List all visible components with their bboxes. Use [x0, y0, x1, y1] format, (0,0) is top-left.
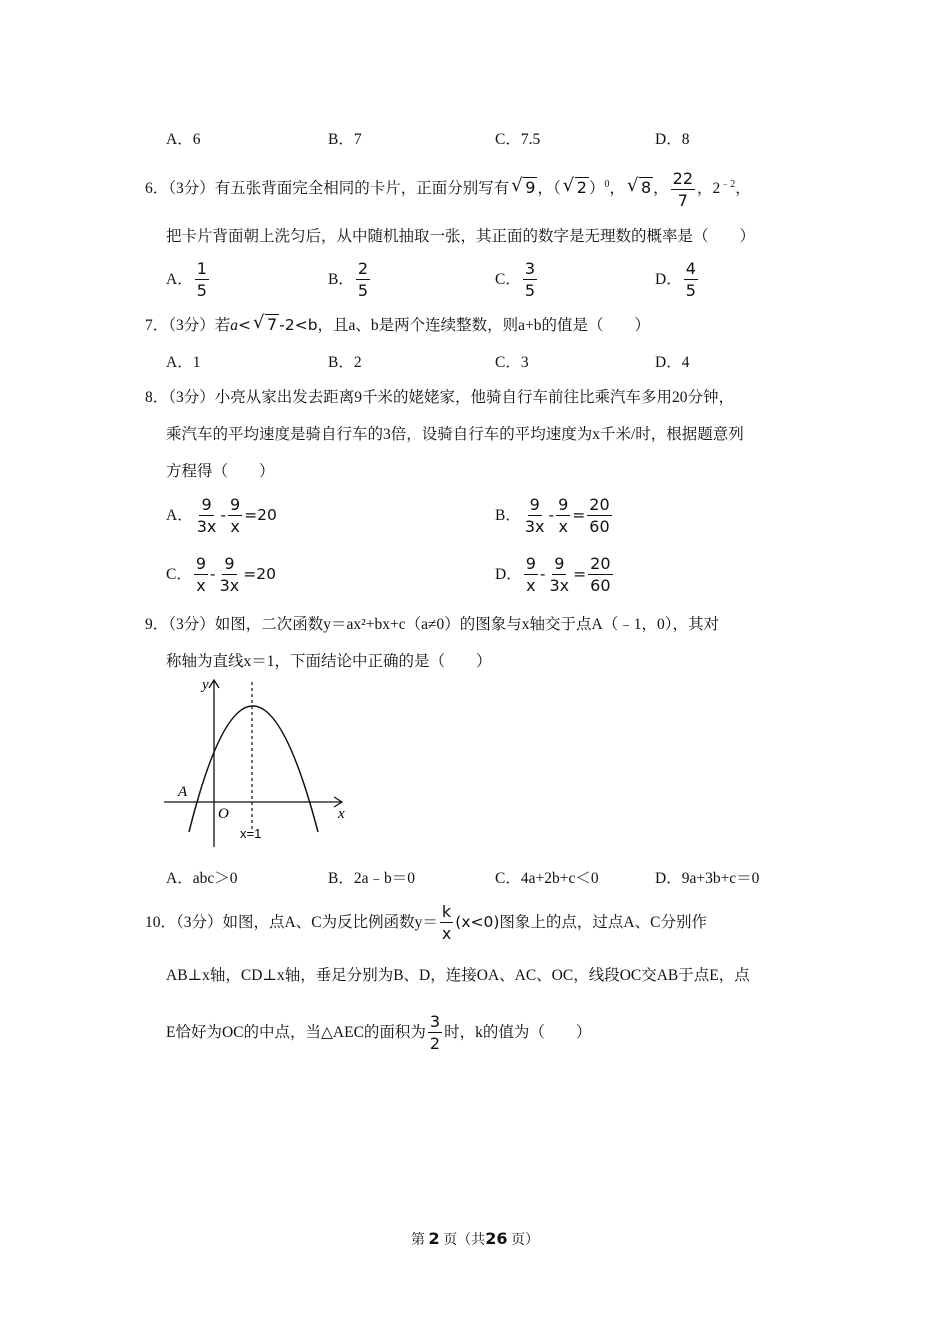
sqrt-9: √ 9 — [511, 171, 537, 205]
page-number: 2 — [428, 1229, 440, 1248]
q8-text-line3: 方程得（ ） — [166, 463, 275, 480]
score-label: （3分） — [168, 317, 215, 334]
q8-option-a: A． $\frac{9}{3x}$ - $\frac{9}{x}$ =20 — [166, 495, 277, 537]
q9-stem: 9．（3分）如图，二次函数y＝ax²+bx+c（a≠0）的图象与x轴交于点A（﹣1，0），其对 — [145, 616, 720, 633]
question-number: 8． — [145, 389, 169, 406]
q5-option-a: A．6 — [166, 131, 201, 148]
question-number: 9． — [145, 616, 169, 633]
q6-text: 有五张背面完全相同的卡片，正面分别写有 — [214, 180, 510, 198]
origin-label: O — [218, 806, 229, 822]
question-number: 10． — [145, 914, 177, 931]
power-exponent: ﹣2 — [720, 179, 736, 190]
q5-option-d: D．8 — [655, 131, 690, 148]
fraction-k-x: $\frac{k}{x}$ — [441, 902, 452, 944]
exponent-zero: 0 — [604, 179, 610, 190]
q8-option-c: C． $\frac{9}{x}$ - $\frac{9}{3x}$ =20 — [166, 554, 276, 596]
total-pages: 26 — [485, 1229, 508, 1248]
q7-option-a: A．1 — [166, 354, 201, 371]
q7-option-b: B．2 — [328, 354, 362, 371]
fraction-3-2: $\frac{3}{2}$ — [429, 1012, 441, 1054]
question-number: 7． — [145, 317, 169, 334]
sqrt-7: √ 7 — [253, 312, 279, 338]
q5-option-c: C．7.5 — [495, 131, 541, 148]
q6-stem: 6．（3分）有五张背面完全相同的卡片，正面分别写有√ 9 ，（√ 2 ）$^0$，√ 8 ， $\frac{22}{7}$ ，$2^{﹣2}$， — [145, 168, 751, 202]
q6-text-line2: 把卡片背面朝上洗匀后，从中随机抽取一张，其正面的数字是无理数的概率是（ ） — [166, 228, 756, 245]
q9-option-c: C．4a+2b+c＜0 — [495, 870, 599, 887]
parabola-graph — [160, 672, 350, 852]
q6-option-b: B． $\frac{2}{5}$ — [328, 259, 369, 301]
q8-option-b: B． $\frac{9}{3x}$ - $\frac{9}{x}$ = $\frac{20}{60}$ — [495, 495, 610, 537]
x-axis-label: x — [338, 806, 345, 822]
q10-text-line2: AB⊥x轴，CD⊥x轴，垂足分别为B、D，连接OA、AC、OC，线段OC交AB于点E，点 — [166, 967, 750, 984]
q9-option-b: B．2a﹣b＝0 — [328, 870, 415, 887]
score-label: （3分） — [176, 914, 223, 931]
q9-option-a: A．abc＞0 — [166, 870, 238, 887]
score-label: （3分） — [168, 389, 215, 406]
q7-stem: 7．（3分）若a<√ 7 -2<b，且a、b是两个连续整数，则a+b的值是（ ） — [145, 312, 650, 338]
q7-option-d: D．4 — [655, 354, 690, 371]
symmetry-axis-label: x=1 — [240, 826, 262, 841]
q8-text-line2: 乘汽车的平均速度是骑自行车的3倍，设骑自行车的平均速度为x千米/时，根据题意列 — [166, 426, 744, 443]
score-label: （3分） — [168, 616, 215, 633]
fraction-22-7: $\frac{22}{7}$ — [672, 168, 694, 210]
q6-option-c: C． $\frac{3}{5}$ — [495, 259, 536, 301]
q5-option-b: B．7 — [328, 131, 362, 148]
q9-option-d: D．9a+3b+c＝0 — [655, 870, 760, 887]
q10-text-line3: E恰好为OC的中点，当△AEC的面积为 $\frac{3}{2}$ 时，k的值为（ ） — [166, 1012, 592, 1054]
sqrt-8: √ 8 — [627, 171, 653, 205]
q9-text-line2: 称轴为直线x＝1，下面结论中正确的是（ ） — [166, 653, 492, 670]
q7-option-c: C．3 — [495, 354, 529, 371]
y-axis-label: y — [202, 677, 209, 693]
parabola-curve — [189, 706, 318, 832]
point-a-label: A — [178, 784, 188, 800]
question-number: 6． — [145, 180, 169, 198]
sqrt-2: √ 2 — [563, 171, 589, 205]
q8-stem: 8．（3分）小亮从家出发去距离9千米的姥姥家，他骑自行车前往比乘汽车多用20分钟， — [145, 389, 735, 406]
page-footer: 第 2 页（共26 页） — [411, 1229, 539, 1248]
power-base: 2 — [712, 180, 721, 198]
q6-option-d: D． $\frac{4}{5}$ — [655, 259, 696, 301]
score-label: （3分） — [168, 180, 215, 198]
q10-stem: 10．（3分）如图，点A、C为反比例函数y＝ $\frac{k}{x}$ (x<0)图象上的点，过点A、C分别作 — [145, 902, 707, 944]
q6-option-a: A． $\frac{1}{5}$ — [166, 259, 207, 301]
q8-option-d: D． $\frac{9}{x}$ - $\frac{9}{3x}$ = $\frac{20}{60}$ — [495, 554, 611, 596]
